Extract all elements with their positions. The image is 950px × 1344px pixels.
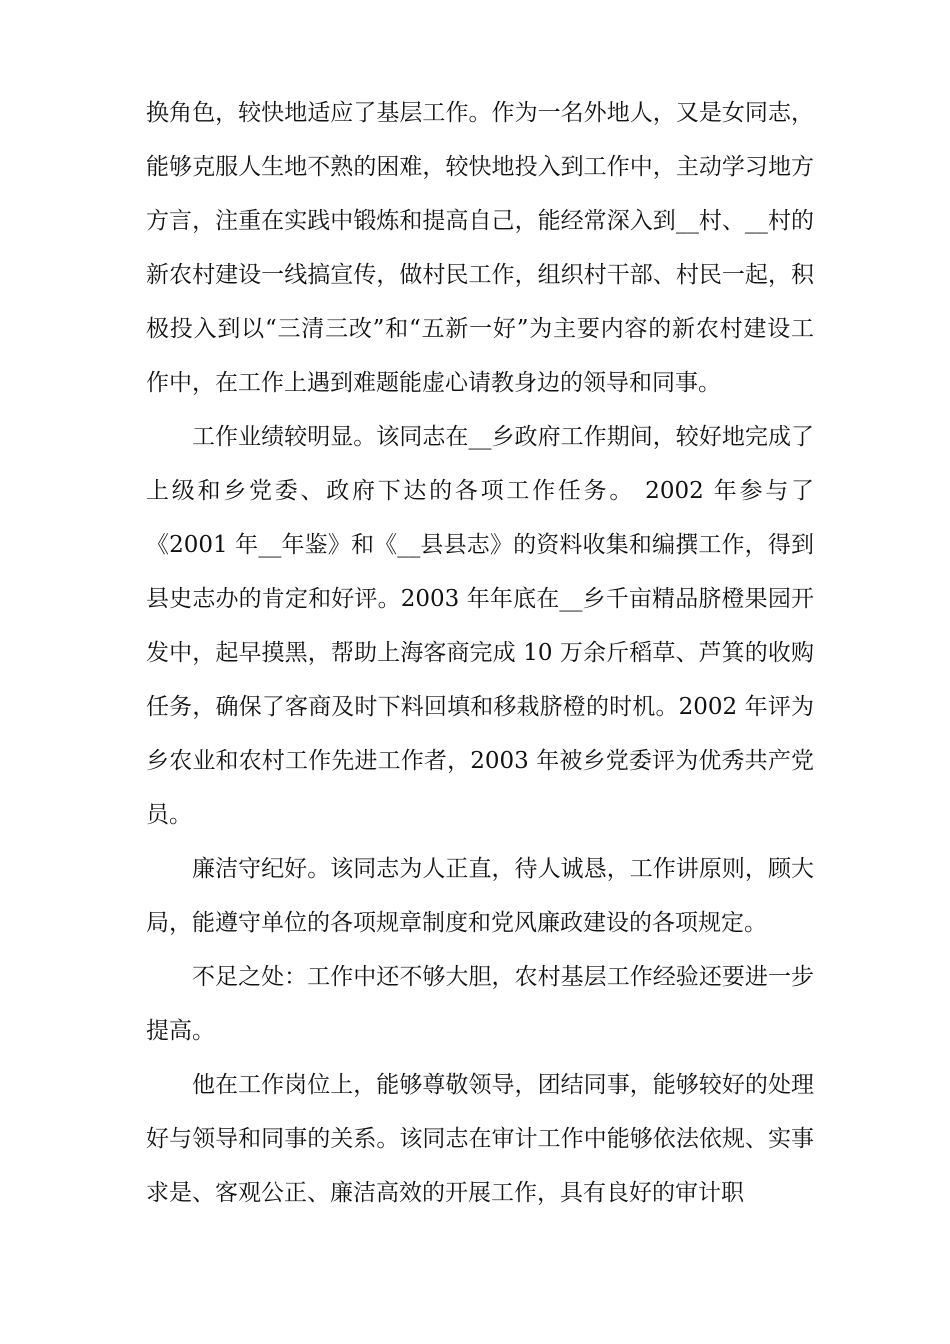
paragraph-2: 工作业绩较明显。该同志在__乡政府工作期间，较好地完成了上级和乡党委、政府下达的各项工作任务。 2002 年参与了《2001 年__年鉴》和《__县县志》的资料收集和编撰工作，得到县史志办的肯定和好评。2003 年年底在__乡千亩精品脐橙果园开发中，起早摸黑，帮助上海客商完成 10 万余斤稻草、芦箕的收购任务，确保了客商及时下料回填和移栽脐橙的时机。2002 年评为乡农业和农村工作先进工作者，2003 年被乡党委评为优秀共产党员。 [146, 424, 814, 828]
document-body [146, 86, 814, 1220]
paragraph-3: 廉洁守纪好。该同志为人正直，待人诚恳，工作讲原则，顾大局，能遵守单位的各项规章制度和党风廉政建设的各项规定。 [146, 856, 814, 936]
paragraph-5: 他在工作岗位上，能够尊敬领导，团结同事，能够较好的处理好与领导和同事的关系。该同志在审计工作中能够依法依规、实事求是、客观公正、廉洁高效的开展工作，具有良好的审计职 [146, 1072, 814, 1206]
paragraph-1: 换角色，较快地适应了基层工作。作为一名外地人，又是女同志，能够克服人生地不熟的困难，较快地投入到工作中，主动学习地方方言，注重在实践中锻炼和提高自己，能经常深入到__村、__村的新农村建设一线搞宣传，做村民工作，组织村干部、村民一起，积极投入到以“三清三改”和“五新一好”为主要内容的新农村建设工作中，在工作上遇到难题能虚心请教身边的领导和同事。 [146, 100, 814, 396]
paragraph-4: 不足之处：工作中还不够大胆，农村基层工作经验还要进一步提高。 [146, 964, 814, 1044]
